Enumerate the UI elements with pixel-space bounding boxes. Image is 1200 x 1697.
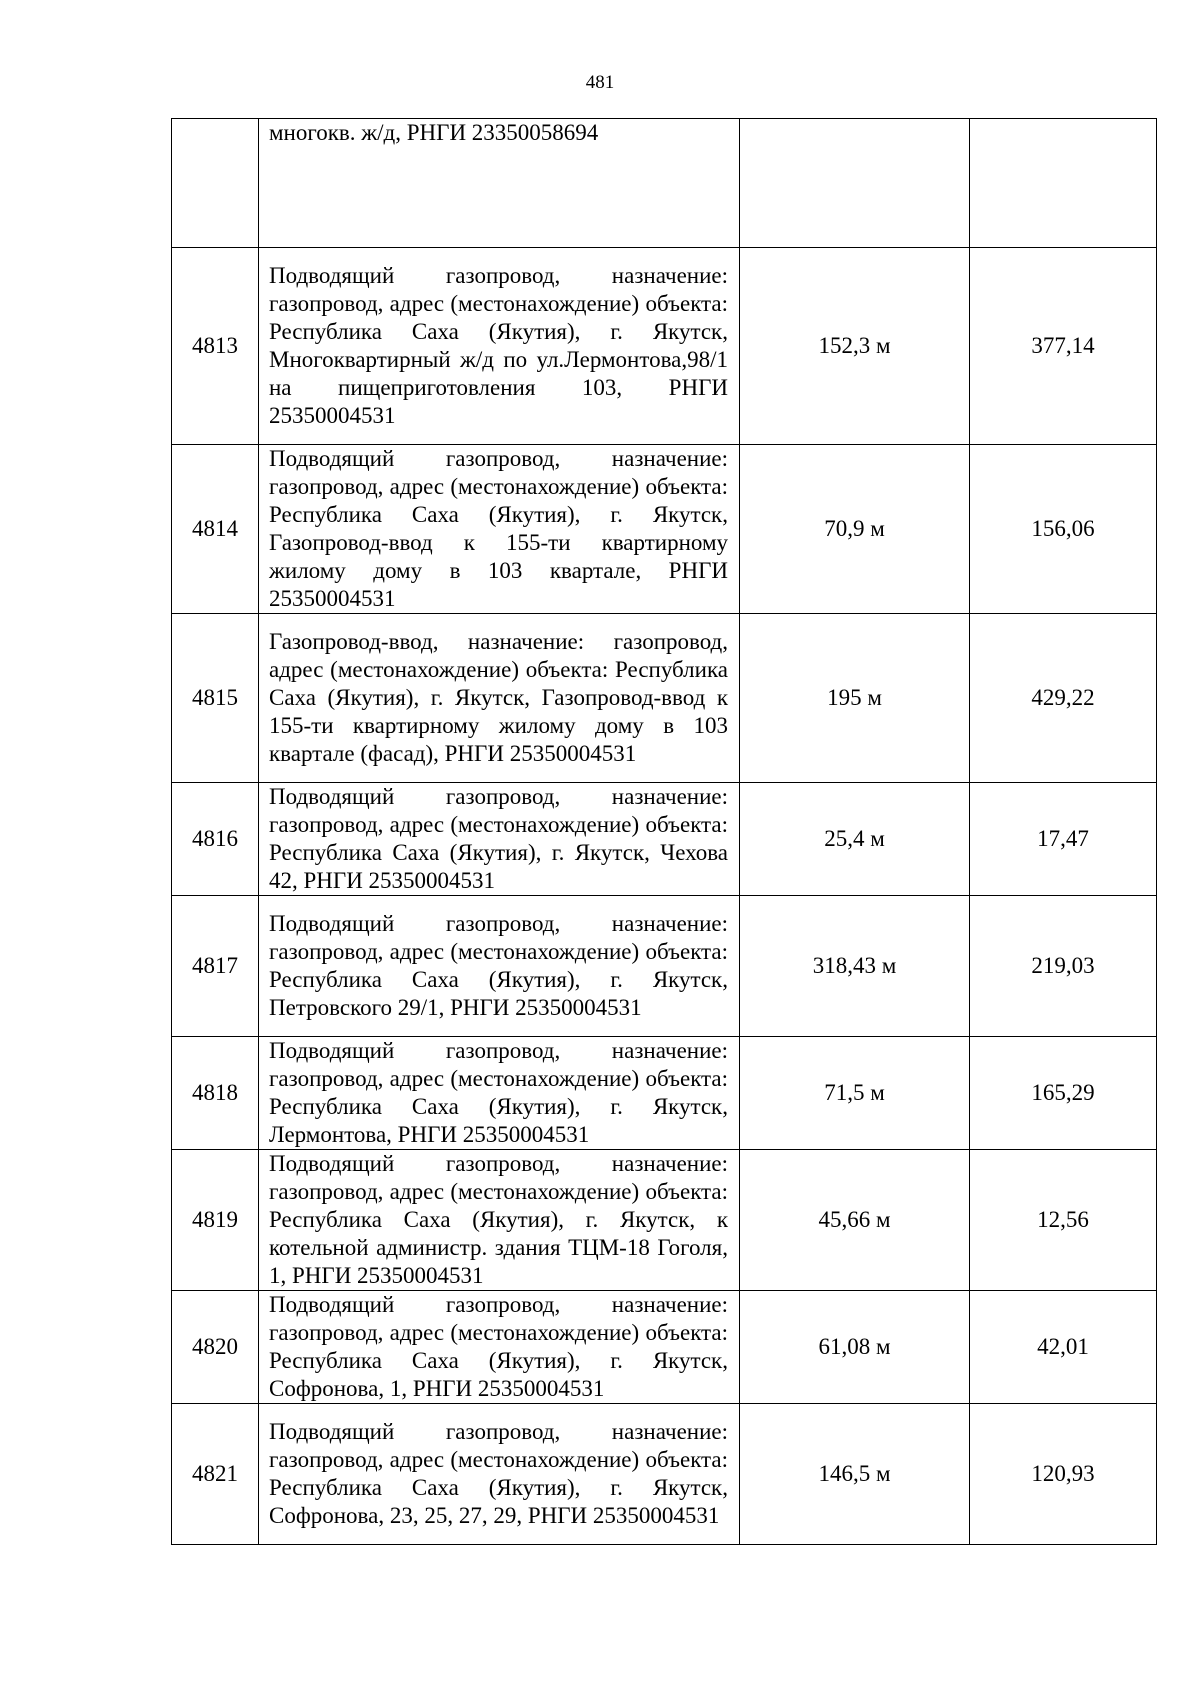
description-cell: Газопровод-ввод, назначение: газопровод, адрес (местонахождение) объекта: Республика Саха (Якутия), г. Якутск, Газопровод-ввод к 155-ти квартирному жилому дому в 103 квартале (фасад), РНГИ 25350004531	[259, 614, 740, 783]
length-cell: 70,9 м	[740, 445, 970, 614]
row-number-cell: 4815	[172, 614, 259, 783]
length-cell: 146,5 м	[740, 1404, 970, 1545]
length-cell: 318,43 м	[740, 896, 970, 1037]
value-cell: 429,22	[970, 614, 1157, 783]
value-cell: 17,47	[970, 783, 1157, 896]
table-row	[172, 1150, 1157, 1291]
row-number-cell: 4820	[172, 1291, 259, 1404]
description-cell: Подводящий газопровод, назначение: газопровод, адрес (местонахождение) объекта: Республика Саха (Якутия), г. Якутск, Лермонтова, РНГИ 25350004531	[259, 1037, 740, 1150]
row-number-cell: 4818	[172, 1037, 259, 1150]
value-cell: 219,03	[970, 896, 1157, 1037]
description-cell: Подводящий газопровод, назначение: газопровод, адрес (местонахождение) объекта: Республика Саха (Якутия), г. Якутск, Софронова, 1, РНГИ 25350004531	[259, 1291, 740, 1404]
table-row	[172, 445, 1157, 614]
description-cell: Подводящий газопровод, назначение: газопровод, адрес (местонахождение) объекта: Республика Саха (Якутия), г. Якутск, Многоквартирный ж/д по ул.Лермонтова,98/1 на пищеприготовления 103, РНГИ 25350004531	[259, 248, 740, 445]
table-row	[172, 248, 1157, 445]
row-number-cell: 4821	[172, 1404, 259, 1545]
value-cell: 377,14	[970, 248, 1157, 445]
description-cell: Подводящий газопровод, назначение: газопровод, адрес (местонахождение) объекта: Республика Саха (Якутия), г. Якутск, Софронова, 23, 25, 27, 29, РНГИ 25350004531	[259, 1404, 740, 1545]
length-cell	[740, 119, 970, 248]
length-cell: 152,3 м	[740, 248, 970, 445]
length-cell: 45,66 м	[740, 1150, 970, 1291]
value-cell: 156,06	[970, 445, 1157, 614]
row-number-cell: 4813	[172, 248, 259, 445]
table-row	[172, 896, 1157, 1037]
value-cell: 165,29	[970, 1037, 1157, 1150]
row-number-cell: 4816	[172, 783, 259, 896]
table-row-continuation	[172, 119, 1157, 248]
table-row	[172, 783, 1157, 896]
page-number: 481	[585, 72, 615, 93]
length-cell: 71,5 м	[740, 1037, 970, 1150]
description-cell: Подводящий газопровод, назначение: газопровод, адрес (местонахождение) объекта: Республика Саха (Якутия), г. Якутск, Газопровод-ввод к 155-ти квартирному жилому дому в 103 квартале, РНГИ 25350004531	[259, 445, 740, 614]
description-cell: Подводящий газопровод, назначение: газопровод, адрес (местонахождение) объекта: Республика Саха (Якутия), г. Якутск, к котельной администр. здания ТЦМ-18 Гоголя, 1, РНГИ 25350004531	[259, 1150, 740, 1291]
value-cell: 12,56	[970, 1150, 1157, 1291]
table-row	[172, 1291, 1157, 1404]
description-cell: Подводящий газопровод, назначение: газопровод, адрес (местонахождение) объекта: Республика Саха (Якутия), г. Якутск, Чехова 42, РНГИ 25350004531	[259, 783, 740, 896]
length-cell: 25,4 м	[740, 783, 970, 896]
table-row	[172, 614, 1157, 783]
row-number-cell: 4817	[172, 896, 259, 1037]
value-cell	[970, 119, 1157, 248]
table-row	[172, 1404, 1157, 1545]
description-cell: многокв. ж/д, РНГИ 23350058694	[259, 119, 740, 248]
description-cell: Подводящий газопровод, назначение: газопровод, адрес (местонахождение) объекта: Республика Саха (Якутия), г. Якутск, Петровского 29/1, РНГИ 25350004531	[259, 896, 740, 1037]
value-cell: 42,01	[970, 1291, 1157, 1404]
row-number-cell: 4814	[172, 445, 259, 614]
length-cell: 61,08 м	[740, 1291, 970, 1404]
property-registry-table	[171, 118, 1157, 1545]
length-cell: 195 м	[740, 614, 970, 783]
table-row	[172, 1037, 1157, 1150]
value-cell: 120,93	[970, 1404, 1157, 1545]
row-number-cell	[172, 119, 259, 248]
row-number-cell: 4819	[172, 1150, 259, 1291]
